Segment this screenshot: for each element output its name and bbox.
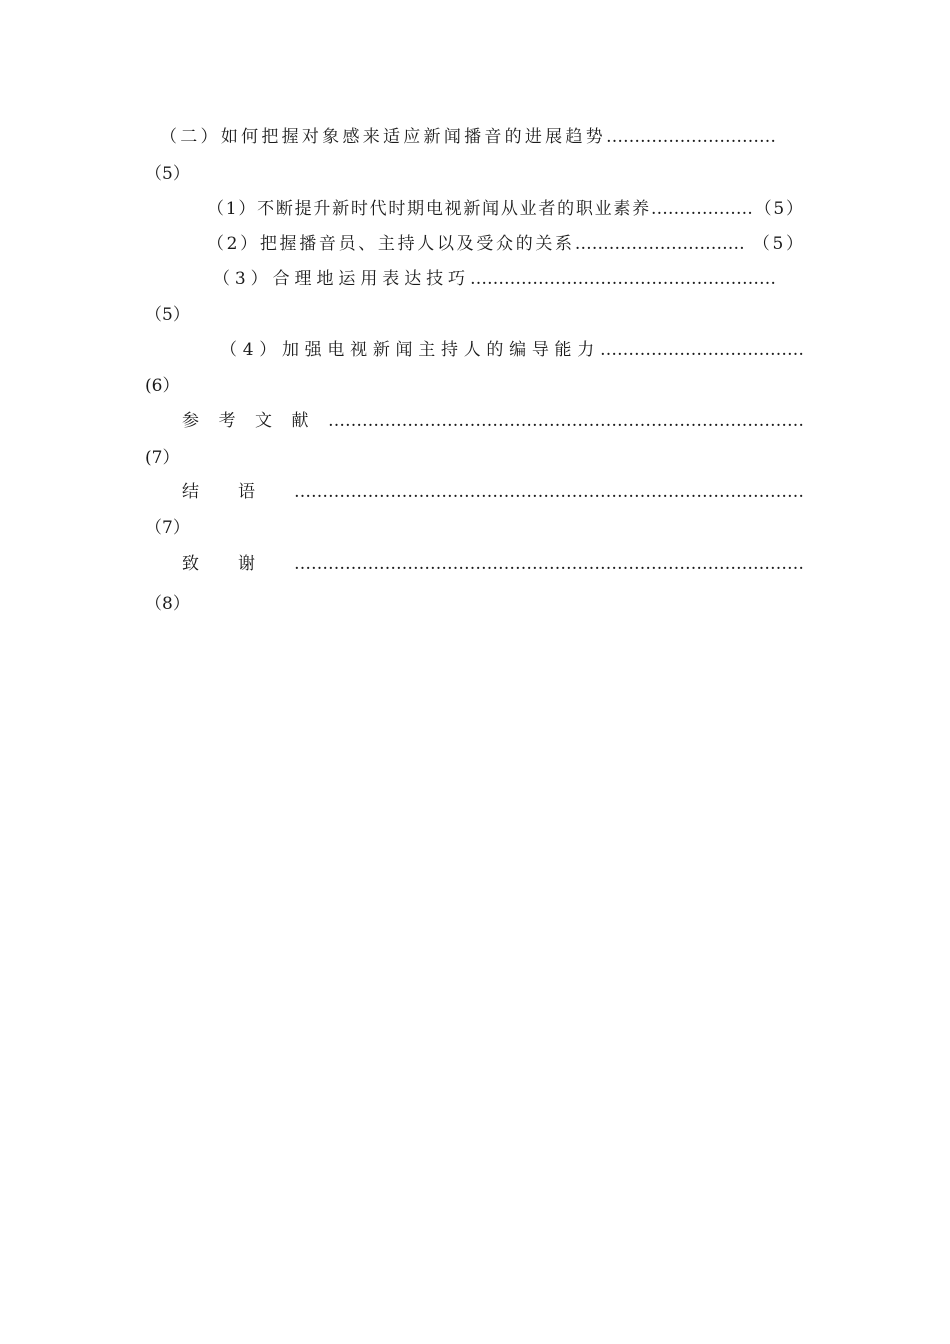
toc-entry-item-1: （1）不断提升新时代时期电视新闻从业者的职业素养………………（5） [207,199,803,219]
toc-entry-references: 参考文献………………………………………………………………………… [182,411,804,431]
toc-entry-section-2: （二）如何把握对象感来适应新闻播音的进展趋势………………………… [160,127,776,147]
toc-entry-acknowledgements: 致谢……………………………………………………………………………… [182,554,804,574]
toc-entry-item-4: （4）加强电视新闻主持人的编导能力……………………………… [220,340,804,360]
toc-entry-conclusion: 结语……………………………………………………………………………… [182,482,804,502]
toc-entry-item-3-page: （5） [145,305,190,325]
toc-entry-item-4-page: (6） [145,376,180,396]
toc-entry-section-2-page: （5） [145,164,190,184]
toc-entry-item-2: （2）把握播音员、主持人以及受众的关系………………………… （5） [207,234,803,254]
toc-entry-item-3: （3）合理地运用表达技巧……………………………………………… [213,269,776,289]
toc-entry-references-page: (7） [145,448,180,468]
toc-entry-acknowledgements-page: （8） [145,594,190,614]
toc-entry-conclusion-page: （7） [145,518,190,538]
